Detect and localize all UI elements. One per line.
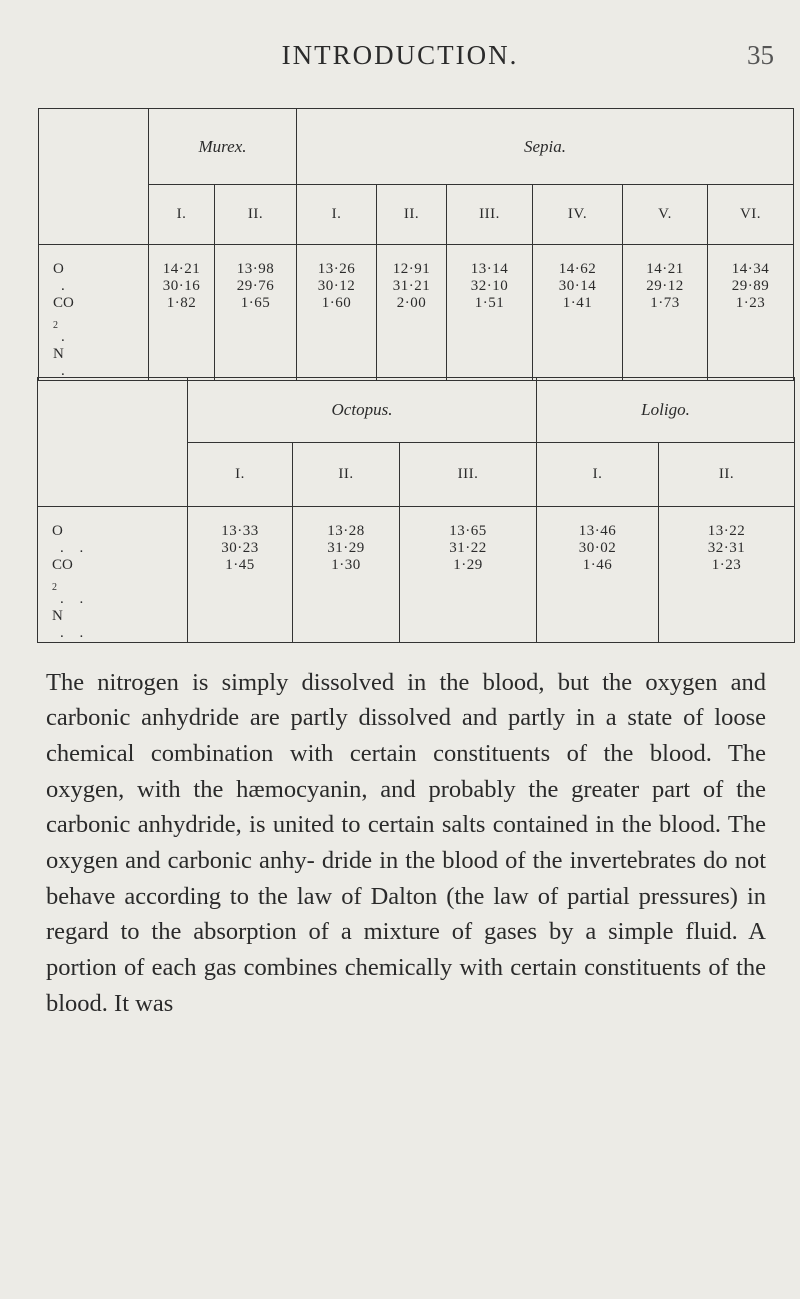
table-corner [39, 109, 149, 245]
cell: 14·21 [646, 261, 684, 277]
cell: 1·60 [321, 295, 352, 311]
cell: 1·23 [735, 295, 766, 311]
cell: 1·82 [166, 295, 197, 311]
group-header: Murex. [149, 109, 297, 185]
cell: 14·34 [731, 261, 770, 277]
cell: 1·73 [650, 295, 680, 311]
cell: 13·33 [221, 523, 259, 539]
cell: 13·65 [449, 523, 487, 539]
column-header: I. [149, 185, 215, 245]
row-label-o: O [53, 261, 64, 277]
body-paragraph: The nitrogen is simply dissolved in the blood, but the oxygen and carbonic anhydride are partly dissolved and partly in a state of loose chemical combination with certain constituents of the blood. The oxygen, with the hæmocyanin, and probably the greater part of the carbonic anhydride, is united to certain salts contained in the blood. The oxygen and carbonic anhy- dride in the blood of the invertebrates do not behave according to the law of Dalton (the law of partial pressures) in regard to the absorption of a mixture of gases by a simple fluid. A portion of each gas combines chemically with certain constituents of the blood. It was [46, 668, 766, 1017]
column-header: III. [400, 443, 537, 507]
column-header: I. [188, 443, 293, 507]
column-header: II. [293, 443, 400, 507]
column-header: I. [537, 443, 659, 507]
column-header: III. [447, 185, 533, 245]
co2-subscript: 2 [53, 320, 58, 331]
cell: 31·22 [449, 540, 487, 556]
cell: 1·51 [474, 295, 505, 311]
cell: 14·21 [162, 261, 201, 277]
table-column [447, 245, 533, 381]
cell: 13·26 [317, 261, 356, 277]
cell: 29·89 [731, 278, 770, 294]
table-column [537, 507, 659, 643]
table-column [377, 245, 447, 381]
column-header: VI. [708, 185, 794, 245]
page-number: 35 [747, 40, 774, 70]
table-corner [38, 378, 188, 507]
cell: 31·29 [327, 540, 365, 556]
cell: 13·46 [578, 523, 617, 539]
cell: 13·22 [707, 523, 746, 539]
gas-table-octopus-loligo [37, 377, 795, 643]
running-title: INTRODUCTION. [281, 40, 519, 70]
table-column [623, 245, 708, 381]
cell: 29·12 [646, 278, 684, 294]
table-column [215, 245, 297, 381]
table-column [400, 507, 537, 643]
column-header: II. [377, 185, 447, 245]
row-label-o: O [52, 523, 63, 539]
cell: 32·10 [470, 278, 509, 294]
cell: 32·31 [707, 540, 746, 556]
column-header: V. [623, 185, 708, 245]
gas-table-murex-sepia [38, 108, 794, 381]
cell: 30·14 [558, 278, 597, 294]
cell: 30·16 [162, 278, 201, 294]
column-header: IV. [533, 185, 623, 245]
page-header [0, 0, 800, 70]
cell: 30·02 [578, 540, 617, 556]
column-header: II. [215, 185, 297, 245]
column-header: II. [659, 443, 795, 507]
cell: 30·23 [221, 540, 259, 556]
cell: 13·14 [470, 261, 509, 277]
cell: 13·28 [327, 523, 365, 539]
cell: 1·65 [240, 295, 271, 311]
table-column [533, 245, 623, 381]
group-header: Sepia. [297, 109, 794, 185]
group-header: Loligo. [537, 378, 795, 443]
row-labels: O . CO $_2$ . N . [39, 245, 149, 381]
column-header: I. [297, 185, 377, 245]
table-column [297, 245, 377, 381]
row-label-n: N [53, 346, 64, 362]
cell: 14·62 [558, 261, 597, 277]
cell: 1·23 [711, 557, 742, 573]
table-column [659, 507, 795, 643]
cell: 31·21 [392, 278, 431, 294]
cell: 12·91 [392, 261, 431, 277]
cell: 1·45 [225, 557, 255, 573]
row-label-n: N [52, 608, 63, 624]
group-header: Octopus. [188, 378, 537, 443]
table-column [149, 245, 215, 381]
cell: 1·46 [582, 557, 613, 573]
row-label-co2: CO [53, 295, 74, 311]
cell: 1·41 [562, 295, 593, 311]
cell: 1·30 [331, 557, 361, 573]
table-column [293, 507, 400, 643]
cell: 2·00 [396, 295, 427, 311]
table-column [188, 507, 293, 643]
cell: 29·76 [236, 278, 275, 294]
row-label-co2: CO [52, 557, 73, 573]
cell: 30·12 [317, 278, 356, 294]
row-labels: O . . CO $_2$ . . N . . [38, 507, 188, 643]
cell: 1·29 [453, 557, 483, 573]
cell: 13·98 [236, 261, 275, 277]
table-column [708, 245, 794, 381]
co2-subscript: 2 [52, 582, 57, 593]
